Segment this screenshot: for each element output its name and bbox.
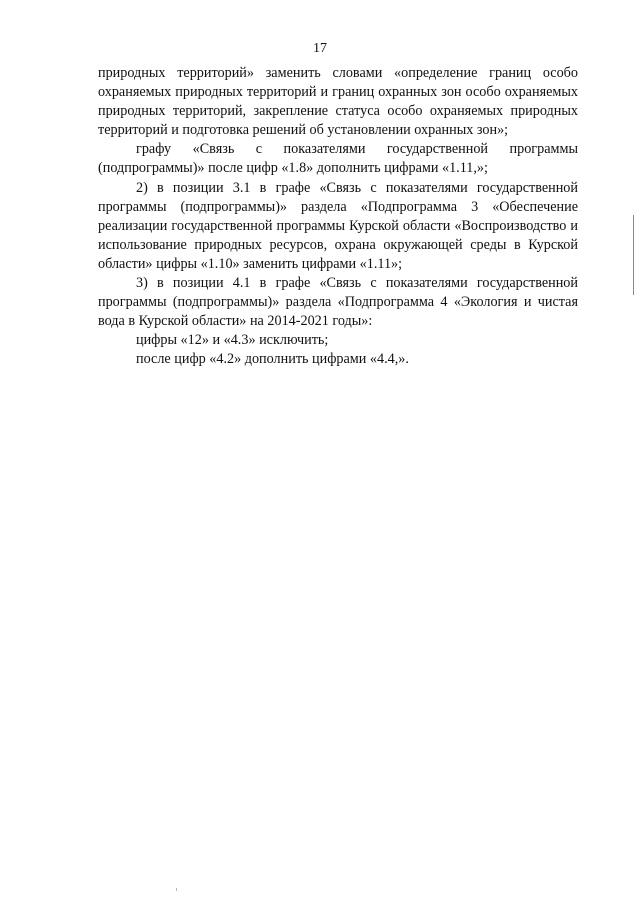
page-number: 17 <box>313 41 327 56</box>
paragraph-5: цифры «12» и «4.3» исключить; <box>136 332 329 349</box>
paragraph-1: природных территорий» заменить словами «определение границ особо охраняемых природных территорий и границ охранных зон особо охраняемых природных территорий, закрепление статуса особо охраняемых природных территорий и подготовка решений об установлении охранных зон»; <box>98 65 578 139</box>
scan-edge-mark <box>633 215 634 295</box>
paragraph-3: 2) в позиции 3.1 в графе «Связь с показателями государственной программы (подпрограммы)» раздела «Подпрограмма 3 «Обеспечение реализации государственной программы Курской области «Воспроизводство и использование природных ресурсов, охрана окружающей среды в Курской области» цифры «1.10» заменить цифрами «1.11»; <box>98 179 578 272</box>
paragraph-6: после цифр «4.2» дополнить цифрами «4.4,». <box>136 351 409 368</box>
document-body <box>98 64 578 370</box>
paragraph-2: графу «Связь с показателями государственной программы (подпрограммы)» после цифр «1.8» дополнить цифрами «1.11,»; <box>98 141 578 177</box>
paragraph-4: 3) в позиции 4.1 в графе «Связь с показателями государственной программы (подпрограммы)» раздела «Подпрограмма 4 «Экология и чистая вода в Курской области» на 2014-2021 годы»: <box>98 275 578 330</box>
scan-speck <box>176 888 177 891</box>
